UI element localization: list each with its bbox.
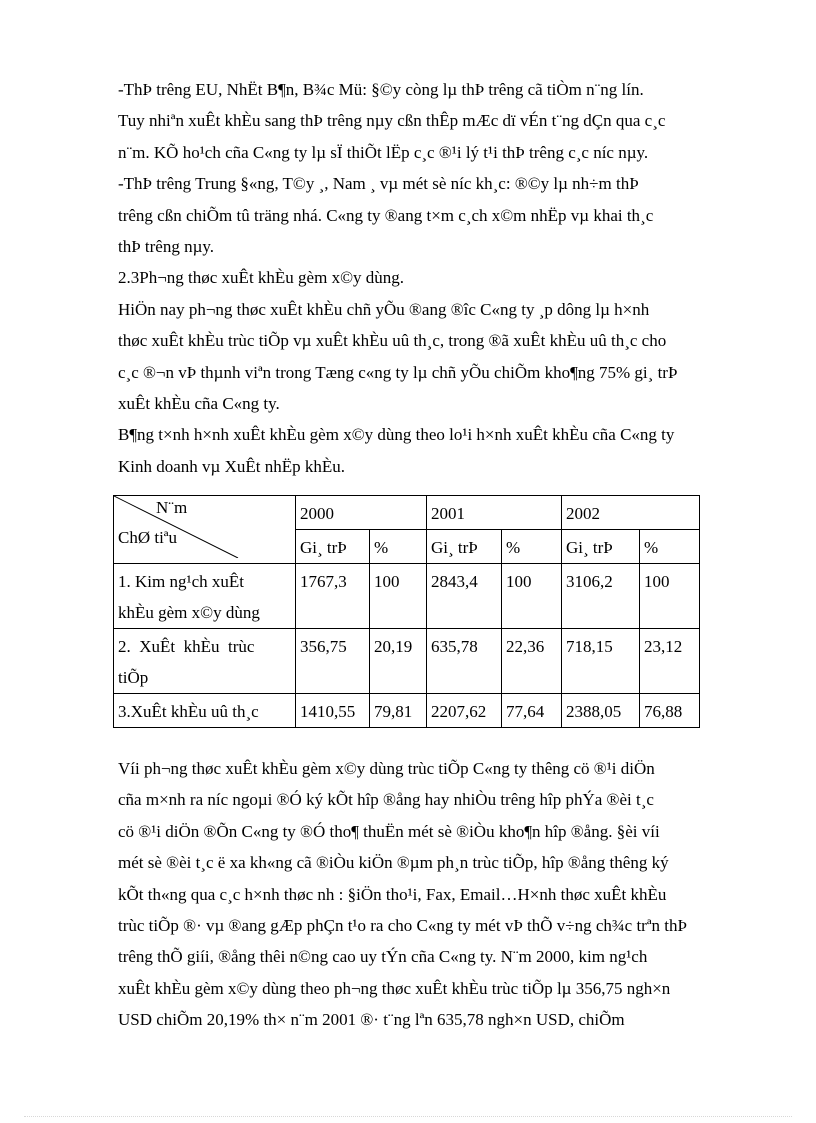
row-label-line: khÈu gèm x©y dùng [118, 603, 260, 622]
table-cell: 1410,55 [296, 694, 370, 728]
text-line: kÕt th«ng qua c¸c h×nh thøc nh : §iÖn tho¹i, Fax, Email…H×nh thøc xuÊt khÈu [118, 884, 667, 904]
text-line: c¸c ®¬n vÞ thµnh viªn trong Tæng c«ng ty lµ chñ yÕu chiÕm kho¶ng 75% gi¸ trÞ [118, 362, 678, 382]
percent-header: % [370, 530, 427, 564]
text-line: B¶ng t×nh h×nh xuÊt khÈu gèm x©y dùng theo lo¹i h×nh xuÊt khÈu cña C«ng ty [118, 425, 675, 445]
table-cell: 2207,62 [427, 694, 502, 728]
document-body [118, 74, 742, 482]
section-heading [118, 262, 742, 293]
year-header: 2001 [427, 496, 562, 530]
text-line: xuÊt khÈu gèm x©y dùng theo ph¬ng thøc xuÊt khÈu trùc tiÕp lµ 356,75 ngh×n [118, 978, 671, 998]
corner-indicator-label: ChØ tiªu [118, 528, 178, 547]
table-row [114, 564, 700, 629]
table-cell: 3106,2 [562, 564, 640, 629]
table-cell: 23,12 [640, 629, 700, 694]
document-body-continued [118, 753, 742, 1036]
table-cell: 100 [502, 564, 562, 629]
row-label [114, 564, 296, 629]
text-line: thøc xuÊt khÈu trùc tiÕp vµ xuÊt khÈu uû th¸c, trong ®ã xuÊt khÈu uû th¸c cho [118, 331, 667, 351]
table-header-row [114, 496, 700, 530]
text-line: cö ®¹i diÖn ®Õn C«ng ty ®Ó tho¶ thuËn mét sè ®iÒu kho¶n hîp ®ång. §èi víi [118, 821, 660, 841]
value-header: Gi¸ trÞ [296, 530, 370, 564]
paragraph-export-method [118, 294, 742, 420]
table-cell: 100 [640, 564, 700, 629]
table-cell: 79,81 [370, 694, 427, 728]
table-cell: 20,19 [370, 629, 427, 694]
table-cell: 77,64 [502, 694, 562, 728]
paragraph-market-eu [118, 74, 742, 168]
table-row [114, 694, 700, 728]
row-label-line: tiÕp [118, 668, 149, 687]
text-line: Víi ph¬ng thøc xuÊt khÈu gèm x©y dùng trùc tiÕp C«ng ty thêng cö ®¹i diÖn [118, 759, 655, 778]
text-line: mét sè ®èi t¸c ë xa kh«ng cã ®iÒu kiÖn ®µm ph¸n trùc tiÕp, hîp ®ång thêng ký [118, 853, 669, 873]
paragraph-market-middle-east [118, 168, 742, 262]
text-line: -ThÞ trêng EU, NhËt B¶n, B¾c Mü: §©y còng lµ thÞ trêng cã tiÒm n¨ng lín. [118, 80, 644, 99]
text-line: Tuy nhiªn xuÊt khÈu sang thÞ trêng nµy cßn thÊp mÆc dï vÉn t¨ng dÇn qua c¸c [118, 111, 666, 131]
paragraph-direct-export [118, 753, 742, 1036]
table-cell: 1767,3 [296, 564, 370, 629]
table-cell: 356,75 [296, 629, 370, 694]
text-line: HiÖn nay ph¬ng thøc xuÊt khÈu chñ yÕu ®ang ®îc C«ng ty ¸p dông lµ h×nh [118, 299, 650, 319]
table-cell: 2388,05 [562, 694, 640, 728]
table-cell: 635,78 [427, 629, 502, 694]
table-cell: 76,88 [640, 694, 700, 728]
text-line: trêng cßn chiÕm tû träng nhá. C«ng ty ®ang t×m c¸ch x©m nhËp vµ khai th¸c [118, 205, 654, 225]
table-cell: 100 [370, 564, 427, 629]
text-line: xuÊt khÈu cña C«ng ty. [118, 394, 280, 414]
row-label: 3.XuÊt khÈu uû th¸c [114, 694, 296, 728]
text-line: Kinh doanh vµ XuÊt nhËp khÈu. [118, 456, 345, 476]
text-line: -ThÞ trêng Trung §«ng, T©y ¸, Nam ¸ vµ mét sè níc kh¸c: ®©y lµ nh÷m thÞ [118, 174, 639, 194]
text-line: cña m×nh ra níc ngoµi ®Ó ký kÕt hîp ®ång hay nhiÒu trêng hîp phÝa ®èi t¸c [118, 790, 654, 810]
year-header: 2002 [562, 496, 700, 530]
table-caption [118, 419, 742, 482]
page-bottom-divider [24, 1116, 792, 1117]
percent-header: % [502, 530, 562, 564]
percent-header: % [640, 530, 700, 564]
export-table [113, 495, 700, 728]
value-header: Gi¸ trÞ [562, 530, 640, 564]
text-line: USD chiÕm 20,19% th× n¨m 2001 ®· t¨ng lªn 635,78 ngh×n USD, chiÕm [118, 1010, 625, 1030]
text-line: trùc tiÕp ®· vµ ®ang gÆp phÇn t¹o ra cho C«ng ty mét vÞ thÕ v÷ng ch¾c trªn thÞ [118, 916, 687, 936]
heading-text: 2.3Ph¬ng thøc xuÊt khÈu gèm x©y dùng. [118, 268, 404, 288]
row-label-line: 1. Kim ng¹ch xuÊt [118, 572, 244, 591]
table-corner-cell [114, 496, 296, 564]
value-header: Gi¸ trÞ [427, 530, 502, 564]
table-cell: 718,15 [562, 629, 640, 694]
corner-year-label: N¨m [156, 498, 188, 517]
text-line: thÞ trêng nµy. [118, 237, 215, 257]
table-cell: 2843,4 [427, 564, 502, 629]
table-row [114, 629, 700, 694]
year-header: 2000 [296, 496, 427, 530]
text-line: n¨m. KÕ ho¹ch cña C«ng ty lµ sÏ thiÕt lËp c¸c ®¹i lý t¹i thÞ trêng c¸c níc nµy. [118, 142, 649, 162]
table-cell: 22,36 [502, 629, 562, 694]
row-label [114, 629, 296, 694]
text-line: trêng thÕ giíi, ®ång thêi n©ng cao uy tÝn cña C«ng ty. N¨m 2000, kim ng¹ch [118, 947, 648, 967]
row-label-line: 2. XuÊt khÈu trùc [118, 637, 255, 656]
